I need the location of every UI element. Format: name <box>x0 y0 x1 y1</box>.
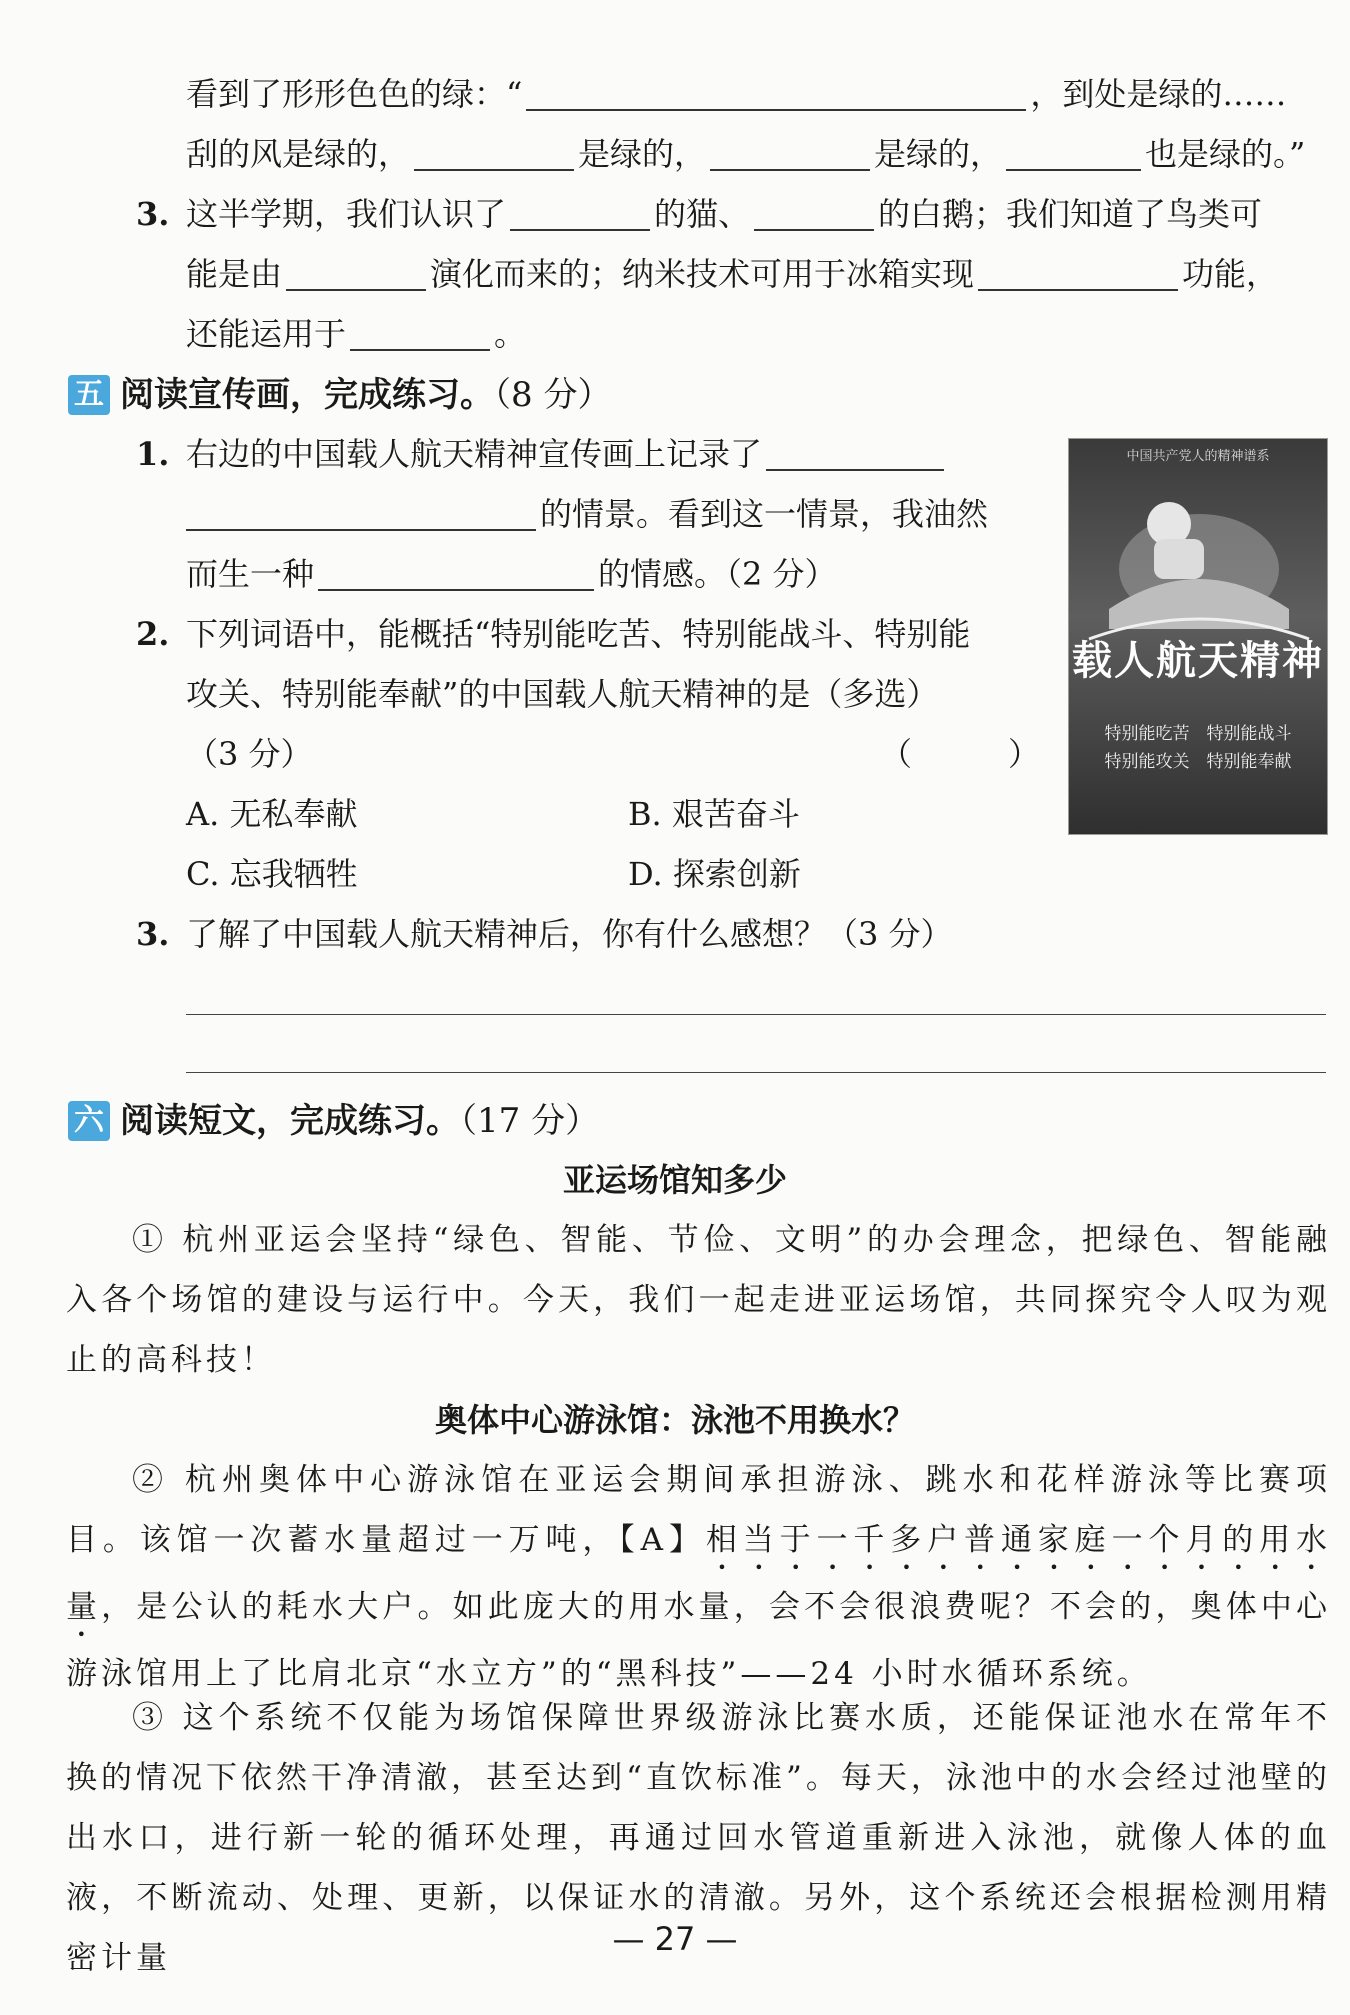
s5-q2-line3 <box>186 732 313 776</box>
section-score: （17 分） <box>460 1101 600 1141</box>
option-d[interactable] <box>628 852 801 896</box>
option-label: D. 探索创新 <box>628 855 801 893</box>
s5-q2-line2 <box>186 672 938 716</box>
text: （3 分） <box>186 735 313 773</box>
section5-header <box>68 372 611 418</box>
fill-blank[interactable] <box>510 199 650 231</box>
text: ③ 这个系统不仅能为场馆保障世界级游泳比赛水质，还能保证池水在常年不换的情况下依然干净清澈，甚至达到“直饮标准”。每天，泳池中的水会经过池壁的出水口，进行新一轮的循环处理，再通过回水管道重新进入泳池，就像人体的血液，不断流动、处理、更新，以保证水的清澈。另外，这个系统还会根据检测用精密计量 <box>66 1700 1331 1976</box>
question-number: 2. <box>136 615 170 653</box>
fill-blank[interactable] <box>754 199 874 231</box>
option-label: B. 艰苦奋斗 <box>628 795 800 833</box>
text: 的情景。看到这一情景，我油然 <box>540 495 989 533</box>
fill-blank[interactable] <box>1006 139 1141 171</box>
text: ① 杭州亚运会坚持“绿色、智能、节俭、文明”的办会理念，把绿色、智能融入各个场馆的建设与运行中。今天，我们一起走进亚运场馆，共同探究令人叹为观止的高科技！ <box>66 1222 1331 1378</box>
poster-top-text: 中国共产党人的精神谱系 <box>1126 449 1270 464</box>
poster-title: 载人航天精神 <box>1072 637 1324 684</box>
text: 下列词语中，能概括“特别能吃苦、特别能战斗、特别能 <box>186 615 971 653</box>
aerospace-poster <box>1068 438 1328 835</box>
s5-q1-line3 <box>186 552 837 596</box>
fill-blank[interactable] <box>286 259 426 291</box>
text: 还能运用于 <box>186 315 347 353</box>
poster-subtitle: 特别能吃苦 特别能战斗 <box>1104 724 1292 744</box>
section6-header <box>68 1098 599 1144</box>
paragraph-2 <box>66 1450 1331 1704</box>
option-b[interactable] <box>628 792 800 836</box>
option-label: A. 无私奉献 <box>186 795 358 833</box>
question-number: 3. <box>136 915 170 953</box>
s4-q3-line1 <box>136 192 1262 236</box>
text: 而生一种 <box>186 555 315 593</box>
section-badge: 五 <box>68 375 110 415</box>
emphasized-text: 相当于一千多户普通家庭一个月的用水量 <box>66 1522 1331 1625</box>
section-score: （8 分） <box>494 375 612 415</box>
option-a[interactable] <box>186 792 357 836</box>
option-c[interactable] <box>186 852 358 896</box>
paragraph-1 <box>66 1210 1331 1390</box>
text: 看到了形形色色的绿：“ <box>186 75 523 113</box>
text: 也是绿的。” <box>1145 135 1306 173</box>
fill-blank[interactable] <box>186 499 536 531</box>
article-title: 亚运场馆知多少 <box>562 1161 787 1199</box>
text: 了解了中国载人航天精神后，你有什么感想？（3 分） <box>186 915 953 953</box>
fill-blank[interactable] <box>526 79 1026 111</box>
text: 的情感。（2 分） <box>598 555 837 593</box>
s5-q1-line1 <box>136 432 948 476</box>
fill-blank[interactable] <box>318 559 594 591</box>
text: 能是由 <box>186 255 283 293</box>
poster-subtitle: 特别能攻关 特别能奉献 <box>1104 752 1292 772</box>
text: ，到处是绿的…… <box>1030 75 1287 113</box>
fill-blank[interactable] <box>350 319 490 351</box>
text: 的白鹅；我们知道了鸟类可 <box>878 195 1263 233</box>
text: 刮的风是绿的， <box>186 135 411 173</box>
question-number: 1. <box>136 435 170 473</box>
text: 的猫、 <box>654 195 751 233</box>
fill-blank[interactable] <box>414 139 574 171</box>
article-subtitle: 奥体中心游泳馆：泳池不用换水？ <box>434 1401 915 1439</box>
page-number: — 27 — <box>612 1920 738 1958</box>
text: 。 <box>494 315 527 353</box>
s4-line2 <box>186 132 1305 176</box>
s4-q3-line2 <box>186 252 1278 296</box>
text: 这半学期，我们认识了 <box>186 195 507 233</box>
section-badge: 六 <box>68 1101 110 1141</box>
s5-q1-line2 <box>186 492 988 536</box>
text: （ ） <box>880 735 1041 773</box>
option-label: C. 忘我牺牲 <box>186 855 358 893</box>
s4-q3-line3 <box>186 312 526 356</box>
fill-blank[interactable] <box>978 259 1178 291</box>
answer-line[interactable] <box>186 1072 1326 1073</box>
text: ② 杭州奥体中心游泳馆在亚运会期间承担游泳、跳水和花样游泳等比赛项目。该馆一次蓄水量超过一万吨，【A】 <box>66 1462 1331 1558</box>
s5-q3 <box>136 912 953 956</box>
text: 是绿的， <box>578 135 707 173</box>
answer-parenthesis[interactable] <box>880 732 1040 776</box>
fill-blank[interactable] <box>766 439 944 471</box>
section-title: 阅读宣传画，完成练习。 <box>120 375 494 415</box>
s4-line1 <box>186 72 1286 116</box>
text: 右边的中国载人航天精神宣传画上记录了 <box>186 435 763 473</box>
text: 攻关、特别能奉献”的中国载人航天精神的是（多选） <box>186 675 939 713</box>
text: 演化而来的；纳米技术可用于冰箱实现 <box>430 255 975 293</box>
s5-q2-line1 <box>136 612 970 656</box>
text: ，是公认的耗水大户。如此庞大的用水量，会不会很浪费呢？不会的，奥体中心游泳馆用上了比肩北京“水立方”的“黑科技”——24 小时水循环系统。 <box>66 1589 1332 1692</box>
text: 是绿的， <box>874 135 1003 173</box>
question-number: 3. <box>136 195 170 233</box>
text: 功能， <box>1182 255 1279 293</box>
section-title: 阅读短文，完成练习。 <box>120 1101 460 1141</box>
fill-blank[interactable] <box>710 139 870 171</box>
answer-line[interactable] <box>186 1014 1326 1015</box>
